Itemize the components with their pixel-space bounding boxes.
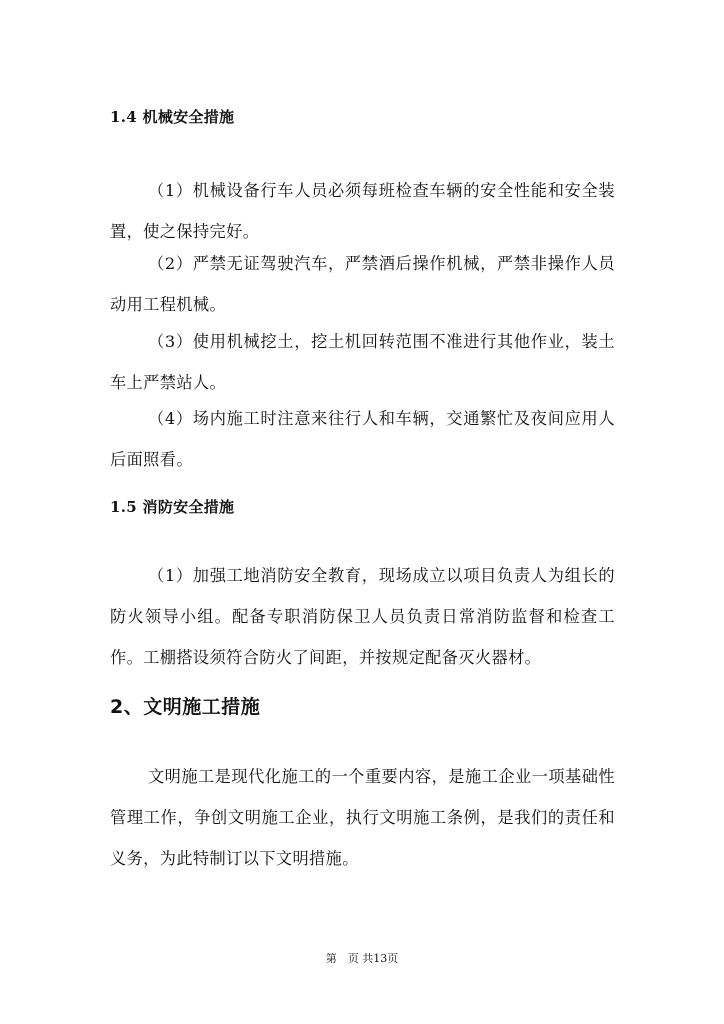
paragraph-2-intro: 文明施工是现代化施工的一个重要内容，是施工企业一项基础性管理工作，争创文明施工企业，执行文明施工条例，是我们的责任和义务，为此特制订以下文明措施。 [110, 767, 615, 868]
section-heading-2: 2、文明施工措施 [110, 696, 261, 718]
page-footer: 第 页 共13页 [325, 952, 399, 965]
paragraph-1-4-item-3: （3）使用机械挖土，挖土机回转范围不准进行其他作业，装土车上严禁站人。 [110, 332, 615, 392]
section-heading-1-4: 1.4 机械安全措施 [110, 108, 235, 126]
paragraph-1-5-item-1: （1）加强工地消防安全教育，现场成立以项目负责人为组长的防火领导小组。配备专职消防保卫人员负责日常消防监督和检查工作。工棚搭设须符合防火了间距，并按规定配备灭火器材。 [110, 566, 615, 667]
section-heading-1-5: 1.5 消防安全措施 [110, 498, 235, 516]
paragraph-1-4-item-1: （1）机械设备行车人员必须每班检查车辆的安全性能和安全装置，使之保持完好。 [110, 181, 615, 241]
paragraph-1-4-item-4: （4）场内施工时注意来往行人和车辆，交通繁忙及夜间应用人后面照看。 [110, 409, 615, 469]
paragraph-1-4-item-2: （2）严禁无证驾驶汽车，严禁酒后操作机械，严禁非操作人员动用工程机械。 [110, 254, 615, 314]
